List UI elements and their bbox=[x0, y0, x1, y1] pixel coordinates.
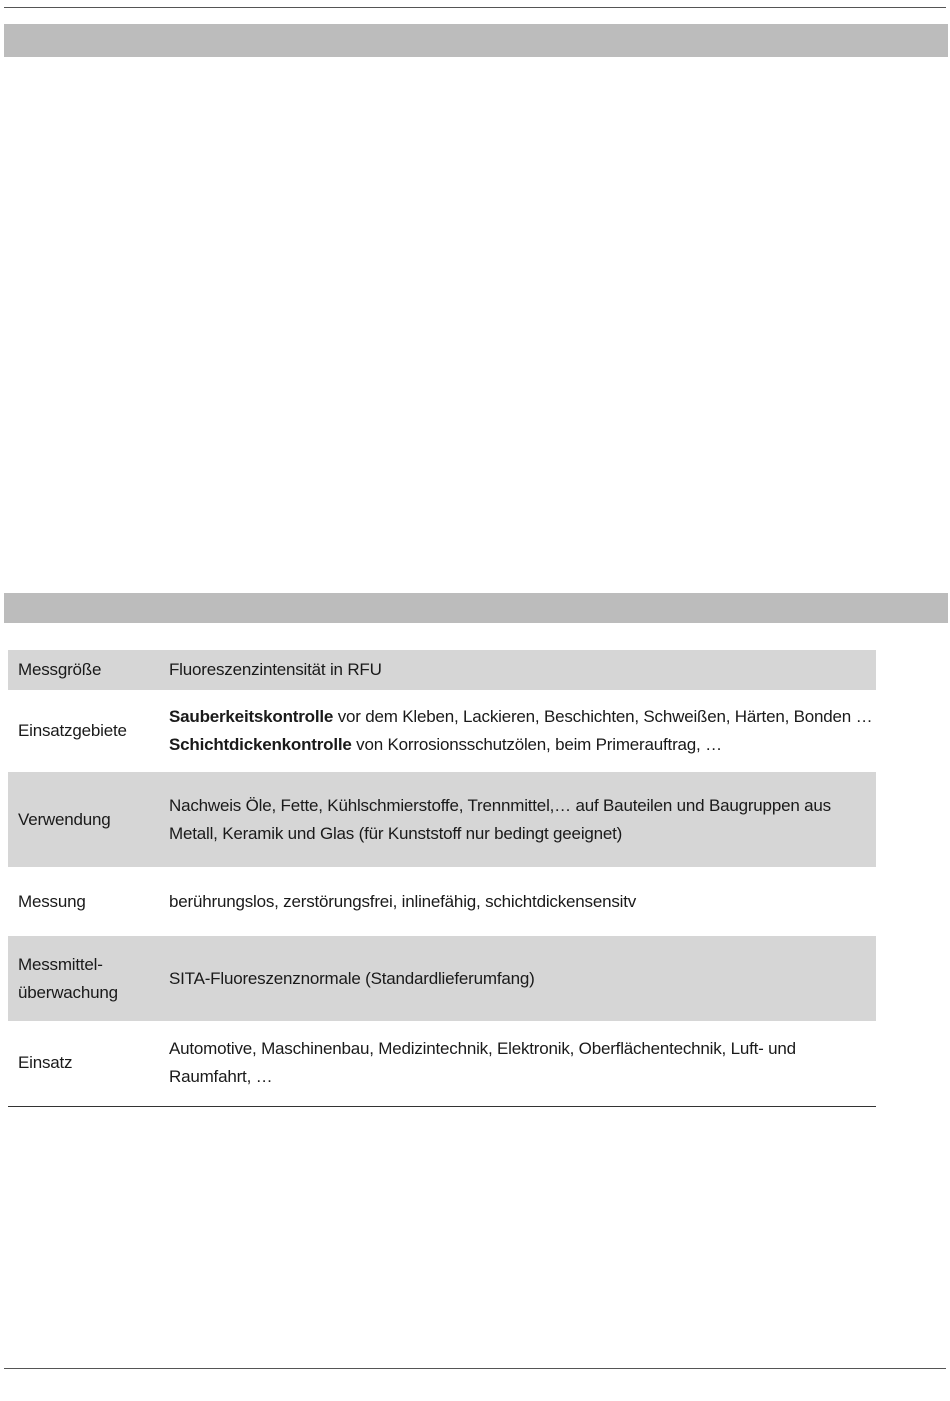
row-label bbox=[8, 936, 169, 1021]
specification-table bbox=[8, 650, 876, 1107]
row-value bbox=[169, 690, 876, 772]
table-row bbox=[8, 650, 876, 690]
value-line: Raumfahrt, … bbox=[169, 1067, 273, 1087]
table-row bbox=[8, 936, 876, 1021]
row-label: Einsatz bbox=[18, 1053, 73, 1073]
label-line: überwachung bbox=[18, 982, 118, 1002]
row-label: Messung bbox=[18, 891, 86, 911]
value-text: von Korrosionsschutzölen, beim Primerauftrag, … bbox=[351, 735, 722, 754]
bottom-rule bbox=[4, 1368, 946, 1369]
value-text: vor dem Kleben, Lackieren, Beschichten, Schweißen, Härten, Bonden … bbox=[333, 707, 873, 726]
value-line: Automotive, Maschinenbau, Medizintechnik, Elektronik, Oberflächentechnik, Luft- und bbox=[169, 1039, 796, 1059]
row-value: SITA-Fluoreszenznormale (Standardlieferumfang) bbox=[169, 968, 535, 988]
row-label: Messgröße bbox=[18, 660, 102, 679]
value-line: Nachweis Öle, Fette, Kühlschmierstoffe, Trennmittel,… auf Bauteilen und Baugruppen aus bbox=[169, 795, 831, 815]
keyword-text: Sauberkeitskontrolle bbox=[169, 707, 334, 726]
row-value: berührungslos, zerstörungsfrei, inlinefähig, schichtdickensensitv bbox=[169, 891, 637, 911]
row-value bbox=[169, 1021, 876, 1106]
value-line: Metall, Keramik und Glas (für Kunststoff nur bedingt geeignet) bbox=[169, 823, 623, 843]
table-row bbox=[8, 772, 876, 867]
keyword-text: Schichtdickenkontrolle bbox=[169, 735, 352, 754]
table-row bbox=[8, 690, 876, 772]
section-header-band bbox=[4, 593, 948, 623]
row-value bbox=[169, 772, 876, 867]
table-row bbox=[8, 1021, 876, 1106]
label-line: Messmittel- bbox=[18, 954, 103, 974]
table-row bbox=[8, 867, 876, 936]
row-value: Fluoreszenzintensität in RFU bbox=[169, 660, 382, 679]
top-rule bbox=[4, 7, 946, 8]
row-label: Einsatzgebiete bbox=[18, 721, 127, 740]
section-header-band bbox=[4, 24, 948, 57]
row-label: Verwendung bbox=[18, 809, 111, 829]
